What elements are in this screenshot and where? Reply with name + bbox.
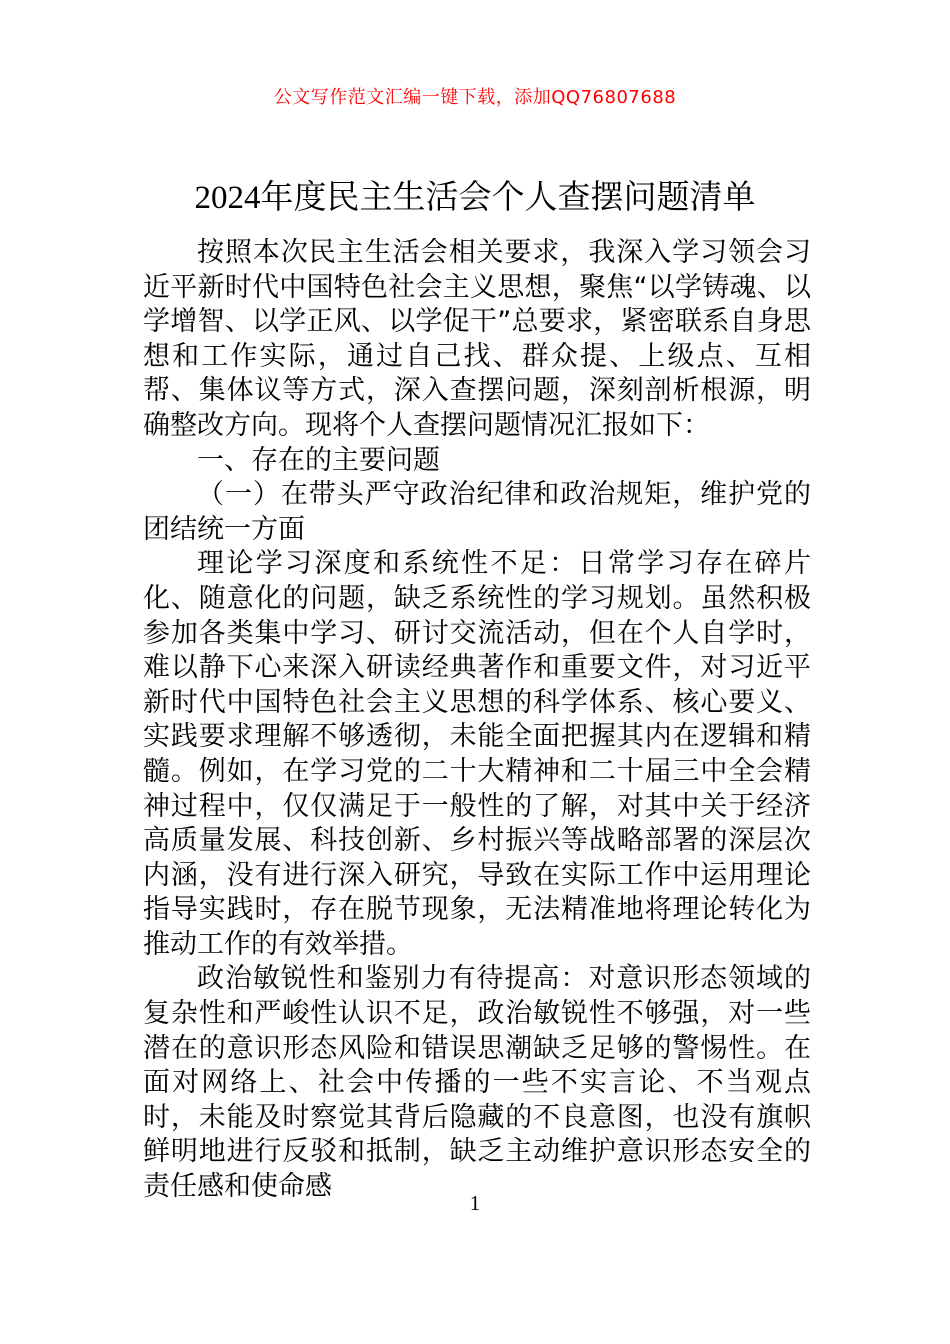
document-title: [0, 175, 950, 220]
document-body: [143, 236, 811, 1205]
subsection-heading: （一）在带头严守政治纪律和政治规矩，维护党的团结统一方面: [143, 479, 811, 545]
promo-header: 公文写作范文汇编一键下载，添加QQ76807688: [273, 87, 677, 108]
intro-paragraph: 按照本次民主生活会相关要求，我深入学习领会习近平新时代中国特色社会主义思想，聚焦“以学铸魂、以学增智、以学正风、以学促干”总要求，紧密联系自身思想和工作实际，通过自己找、群众提、上级点、互相帮、集体议等方式，深入查摆问题，深刻剖析根源，明确整改方向。现将个人查摆问题情况汇报如下：: [143, 237, 811, 441]
title-text: 年度民主生活会个人查摆问题清单: [260, 177, 756, 216]
body-paragraph-theory: 理论学习深度和系统性不足：日常学习存在碎片化、随意化的问题，缺乏系统性的学习规划。虽然积极参加各类集中学习、研讨交流活动，但在个人自学时，难以静下心来深入研读经典著作和重要文件，对习近平新时代中国特色社会主义思想的科学体系、核心要义、实践要求理解不够透彻，未能全面把握其内在逻辑和精髓。例如，在学习党的二十大精神和二十届三中全会精神过程中，仅仅满足于一般性的了解，对其中关于经济高质量发展、科技创新、乡村振兴等战略部署的深层次内涵，没有进行深入研究，导致在实际工作中运用理论指导实践时，存在脱节现象，无法精准地将理论转化为推动工作的有效举措。: [143, 548, 811, 960]
section-heading: 一、存在的主要问题: [197, 444, 440, 476]
body-paragraph-political: 政治敏锐性和鉴别力有待提高：对意识形态领域的复杂性和严峻性认识不足，政治敏锐性不够强，对一些潜在的意识形态风险和错误思潮缺乏足够的警惕性。在面对网络上、社会中传播的一些不实言论、不当观点时，未能及时察觉其背后隐藏的不良意图，也没有旗帜鲜明地进行反驳和抵制，缺乏主动维护意识形态安全的责任感和使命感: [143, 963, 811, 1203]
title-year: 2024: [194, 180, 261, 216]
page-number: 1: [469, 1191, 481, 1215]
